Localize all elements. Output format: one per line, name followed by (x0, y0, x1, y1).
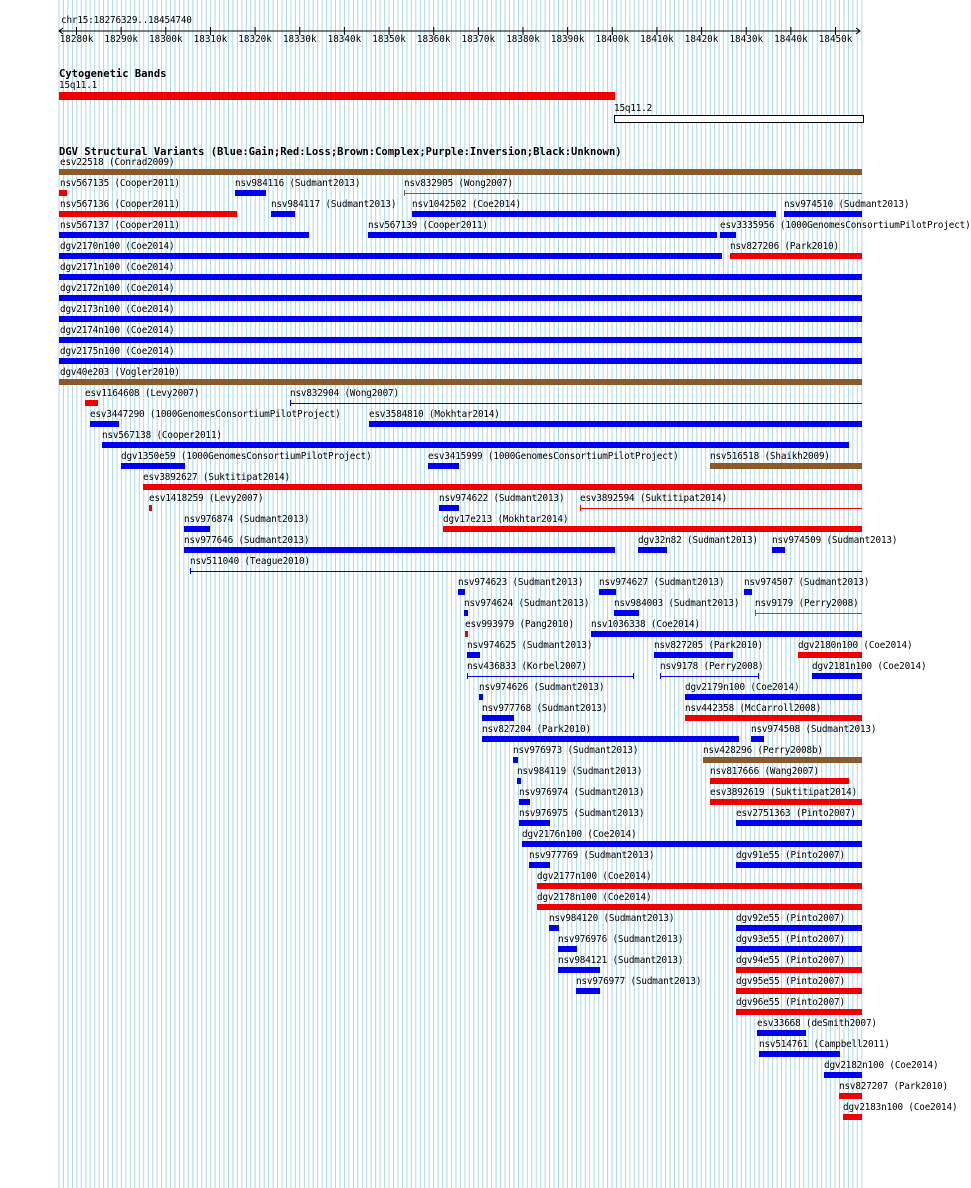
sv-feature-label: nsv567139 (Cooper2011) (368, 220, 488, 231)
sv-feature-label: dgv96e55 (Pinto2007) (736, 997, 845, 1008)
sv-feature-label: nsv827205 (Park2010) (654, 640, 763, 651)
dgv-track-title: DGV Structural Variants (Blue:Gain;Red:Loss;Brown:Complex;Purple:Inversion;Black:Unknown) (59, 146, 622, 158)
sv-feature-label: nsv974626 (Sudmant2013) (479, 682, 605, 693)
sv-feature-label: esv3892594 (Suktitipat2014) (580, 493, 728, 504)
sv-feature-label: nsv984120 (Sudmant2013) (549, 913, 675, 924)
cytoband-bar[interactable] (59, 92, 615, 100)
sv-feature-bar[interactable] (184, 547, 615, 553)
ruler-tick-label: 18450k (818, 34, 853, 45)
sv-feature-label: esv1164608 (Levy2007) (85, 388, 200, 399)
sv-feature-label: dgv2179n100 (Coe2014) (685, 682, 800, 693)
sv-feature-bar[interactable] (85, 400, 98, 406)
sv-feature-bar[interactable] (522, 841, 862, 847)
sv-feature-bar[interactable] (685, 694, 862, 700)
sv-feature-bar[interactable] (558, 946, 577, 952)
sv-feature-bar[interactable] (464, 610, 468, 616)
sv-feature-label: nsv984119 (Sudmant2013) (517, 766, 643, 777)
sv-feature-label: dgv2174n100 (Coe2014) (60, 325, 175, 336)
sv-feature-bar[interactable] (369, 421, 862, 427)
sv-feature-bar[interactable] (59, 232, 309, 238)
sv-feature-label: nsv984117 (Sudmant2013) (271, 199, 397, 210)
sv-feature-label: dgv91e55 (Pinto2007) (736, 850, 845, 861)
sv-feature-label: dgv1350e59 (1000GenomesConsortiumPilotProject) (121, 451, 372, 462)
sv-feature-label: dgv94e55 (Pinto2007) (736, 955, 845, 966)
ruler-tick-label: 18350k (372, 34, 406, 45)
sv-feature-bar[interactable] (751, 736, 764, 742)
sv-feature-label: nsv436833 (Korbel2007) (467, 661, 587, 672)
sv-feature-label: nsv817666 (Wang2007) (710, 766, 819, 777)
sv-feature-label: nsv984003 (Sudmant2013) (614, 598, 740, 609)
sv-feature-label: dgv2175n100 (Coe2014) (60, 346, 175, 357)
sv-feature-label: nsv827204 (Park2010) (482, 724, 591, 735)
sv-feature-bar[interactable] (710, 463, 862, 469)
sv-feature-label: nsv1036338 (Coe2014) (591, 619, 700, 630)
sv-feature-bar[interactable] (59, 316, 862, 322)
sv-feature-bar[interactable] (59, 337, 862, 343)
sv-feature-label: nsv974624 (Sudmant2013) (464, 598, 590, 609)
sv-feature-bar[interactable] (839, 1093, 862, 1099)
sv-feature-bar[interactable] (798, 652, 862, 658)
sv-feature-bar[interactable] (537, 883, 862, 889)
sv-feature-label: nsv1042502 (Coe2014) (412, 199, 521, 210)
sv-feature-bar[interactable] (59, 358, 862, 364)
sv-feature-bar[interactable] (519, 799, 530, 805)
sv-feature-bar[interactable] (736, 946, 862, 952)
sv-feature-label: nsv974509 (Sudmant2013) (772, 535, 898, 546)
sv-feature-label: nsv974623 (Sudmant2013) (458, 577, 584, 588)
sv-feature-bar[interactable] (102, 442, 849, 448)
ruler-tick-label: 18280k (59, 34, 94, 45)
sv-feature-label: dgv95e55 (Pinto2007) (736, 976, 845, 987)
sv-feature-endcap (755, 610, 756, 616)
sv-feature-endcap (290, 400, 291, 406)
sv-feature-label: nsv976974 (Sudmant2013) (519, 787, 645, 798)
sv-feature-bar[interactable] (576, 988, 600, 994)
sv-feature-bar[interactable] (458, 589, 465, 595)
sv-feature-bar[interactable] (638, 547, 667, 553)
ruler-tick-label: 18340k (327, 34, 362, 45)
sv-feature-label: dgv2177n100 (Coe2014) (537, 871, 652, 882)
sv-feature-bar[interactable] (513, 757, 518, 763)
sv-feature-label: nsv9179 (Perry2008) (755, 598, 859, 609)
sv-feature-bar[interactable] (599, 589, 616, 595)
sv-feature-label: dgv32n82 (Sudmant2013) (638, 535, 758, 546)
ruler-tick-label: 18320k (238, 34, 272, 45)
sv-feature-label: dgv17e213 (Mokhtar2014) (443, 514, 569, 525)
sv-feature-endcap (758, 673, 759, 679)
ruler-tick-label: 18380k (506, 34, 540, 45)
sv-feature-bar[interactable] (479, 694, 483, 700)
sv-feature-label: nsv567138 (Cooper2011) (102, 430, 222, 441)
sv-feature-bar[interactable] (772, 547, 785, 553)
sv-feature-bar[interactable] (90, 421, 119, 427)
sv-feature-bar[interactable] (517, 778, 521, 784)
sv-feature-bar[interactable] (482, 715, 514, 721)
sv-feature-bar[interactable] (736, 967, 862, 973)
sv-feature-bar[interactable] (59, 379, 862, 385)
sv-feature-label: esv3335956 (1000GenomesConsortiumPilotProject) (720, 220, 971, 231)
sv-feature-bar[interactable] (271, 211, 295, 217)
sv-feature-endcap (633, 673, 634, 679)
sv-feature-bar[interactable] (59, 295, 862, 301)
sv-feature-bar[interactable] (59, 274, 862, 280)
ruler-tick-label: 18360k (416, 34, 451, 45)
sv-feature-bar[interactable] (720, 232, 736, 238)
sv-feature-endcap (190, 568, 191, 574)
sv-feature-label: nsv9178 (Perry2008) (660, 661, 764, 672)
sv-feature-label: dgv2176n100 (Coe2014) (522, 829, 637, 840)
sv-feature-label: nsv567136 (Cooper2011) (60, 199, 180, 210)
sv-feature-bar[interactable] (703, 757, 862, 763)
sv-feature-label: dgv2173n100 (Coe2014) (60, 304, 175, 315)
sv-feature-label: nsv974625 (Sudmant2013) (467, 640, 593, 651)
sv-feature-bar[interactable] (537, 904, 862, 910)
cytoband-bar[interactable] (614, 115, 864, 123)
sv-feature-bar[interactable] (759, 1051, 840, 1057)
sv-feature-label: dgv92e55 (Pinto2007) (736, 913, 845, 924)
cytoband-label: 15q11.1 (59, 80, 98, 91)
sv-feature-bar[interactable] (519, 820, 550, 826)
sv-feature-bar[interactable] (736, 820, 862, 826)
sv-feature-label: nsv977646 (Sudmant2013) (184, 535, 310, 546)
ruler-tick-label: 18390k (550, 34, 585, 45)
sv-feature-label: nsv974622 (Sudmant2013) (439, 493, 565, 504)
sv-feature-bar[interactable] (730, 253, 862, 259)
sv-feature-bar[interactable] (744, 589, 752, 595)
sv-feature-bar[interactable] (439, 505, 459, 511)
sv-feature-label: dgv2180n100 (Coe2014) (798, 640, 913, 651)
sv-feature-label: nsv442358 (McCarroll2008) (685, 703, 822, 714)
sv-feature-bar[interactable] (843, 1114, 862, 1120)
location-label: chr15:18276329..18454740 (61, 15, 192, 26)
sv-feature-label: nsv514761 (Campbell2011) (759, 1039, 890, 1050)
cytoband-label: 15q11.2 (614, 103, 653, 114)
ruler-tick-label: 18400k (595, 34, 630, 45)
sv-feature-label: nsv977768 (Sudmant2013) (482, 703, 608, 714)
sv-feature-bar[interactable] (784, 211, 862, 217)
sv-feature-label: esv22518 (Conrad2009) (60, 157, 175, 168)
sv-feature-label: esv2751363 (Pinto2007) (736, 808, 856, 819)
sv-feature-bar[interactable] (443, 526, 862, 532)
sv-feature-label: nsv976976 (Sudmant2013) (558, 934, 684, 945)
sv-feature-label: nsv984121 (Sudmant2013) (558, 955, 684, 966)
sv-feature-bar[interactable] (465, 631, 468, 637)
sv-feature-bar[interactable] (428, 463, 459, 469)
sv-feature-endcap (404, 190, 405, 196)
sv-feature-label: dgv2172n100 (Coe2014) (60, 283, 175, 294)
sv-feature-bar[interactable] (654, 652, 733, 658)
sv-feature-label: nsv511040 (Teague2010) (190, 556, 310, 567)
ruler-tick-label: 18310k (193, 34, 228, 45)
sv-feature-bar[interactable] (467, 652, 480, 658)
sv-feature-bar[interactable] (757, 1030, 806, 1036)
ruler-tick-label: 18290k (104, 34, 138, 45)
sv-feature-label: nsv827207 (Park2010) (839, 1081, 948, 1092)
ruler-tick-label: 18440k (774, 34, 808, 45)
sv-feature-bar[interactable] (290, 403, 862, 404)
ruler-tick-label: 18410k (640, 34, 674, 45)
sv-feature-bar[interactable] (736, 988, 862, 994)
ruler-tick-label: 18300k (149, 34, 183, 45)
sv-feature-label: dgv40e203 (Vogler2010) (60, 367, 180, 378)
sv-feature-label: esv3447290 (1000GenomesConsortiumPilotProject) (90, 409, 341, 420)
sv-feature-bar[interactable] (685, 715, 862, 721)
sv-feature-bar[interactable] (812, 673, 862, 679)
sv-feature-label: nsv827206 (Park2010) (730, 241, 839, 252)
sv-feature-label: nsv974627 (Sudmant2013) (599, 577, 725, 588)
sv-feature-bar[interactable] (710, 799, 862, 805)
sv-feature-label: esv1418259 (Levy2007) (149, 493, 264, 504)
sv-feature-label: esv3584810 (Mokhtar2014) (369, 409, 500, 420)
sv-feature-bar[interactable] (755, 613, 862, 614)
sv-feature-label: nsv974507 (Sudmant2013) (744, 577, 870, 588)
ruler-tick-label: 18420k (684, 34, 719, 45)
ruler-tick-label: 18430k (729, 34, 764, 45)
sv-feature-label: nsv976973 (Sudmant2013) (513, 745, 639, 756)
sv-feature-bar[interactable] (143, 484, 862, 490)
sv-feature-label: nsv567135 (Cooper2011) (60, 178, 180, 189)
sv-feature-label: nsv984116 (Sudmant2013) (235, 178, 361, 189)
sv-feature-bar[interactable] (614, 610, 639, 616)
sv-feature-label: dgv93e55 (Pinto2007) (736, 934, 845, 945)
sv-feature-label: esv3415999 (1000GenomesConsortiumPilotProject) (428, 451, 679, 462)
sv-feature-label: nsv976874 (Sudmant2013) (184, 514, 310, 525)
sv-feature-label: esv993979 (Pang2010) (465, 619, 574, 630)
sv-feature-label: esv33668 (deSmith2007) (757, 1018, 877, 1029)
sv-feature-label: nsv976977 (Sudmant2013) (576, 976, 702, 987)
sv-feature-bar[interactable] (529, 862, 550, 868)
sv-feature-bar[interactable] (184, 526, 210, 532)
sv-feature-bar[interactable] (591, 631, 862, 637)
sv-feature-endcap (660, 673, 661, 679)
sv-feature-endcap (467, 673, 468, 679)
sv-feature-bar[interactable] (736, 925, 862, 931)
ruler-tick-label: 18370k (461, 34, 496, 45)
sv-feature-label: dgv2171n100 (Coe2014) (60, 262, 175, 273)
sv-feature-bar[interactable] (736, 862, 862, 868)
sv-feature-bar[interactable] (549, 925, 559, 931)
sv-feature-bar[interactable] (59, 190, 67, 196)
sv-feature-label: esv3892619 (Suktitipat2014) (710, 787, 858, 798)
sv-feature-bar[interactable] (412, 211, 776, 217)
sv-feature-label: nsv976975 (Sudmant2013) (519, 808, 645, 819)
sv-feature-bar[interactable] (404, 193, 862, 194)
sv-feature-bar[interactable] (467, 676, 634, 677)
sv-feature-bar[interactable] (710, 778, 849, 784)
sv-feature-label: nsv977769 (Sudmant2013) (529, 850, 655, 861)
sv-feature-bar[interactable] (149, 505, 152, 511)
sv-feature-bar[interactable] (660, 676, 759, 677)
sv-feature-bar[interactable] (482, 736, 739, 742)
sv-feature-bar[interactable] (558, 967, 600, 973)
sv-feature-bar[interactable] (121, 463, 185, 469)
sv-feature-endcap (580, 505, 581, 511)
sv-feature-bar[interactable] (368, 232, 717, 238)
sv-feature-label: nsv974508 (Sudmant2013) (751, 724, 877, 735)
sv-feature-label: dgv2178n100 (Coe2014) (537, 892, 652, 903)
sv-feature-label: nsv516518 (Shaikh2009) (710, 451, 830, 462)
sv-feature-bar[interactable] (190, 571, 862, 572)
sv-feature-bar[interactable] (824, 1072, 862, 1078)
sv-feature-label: dgv2182n100 (Coe2014) (824, 1060, 939, 1071)
sv-feature-label: nsv428296 (Perry2008b) (703, 745, 823, 756)
sv-feature-label: dgv2183n100 (Coe2014) (843, 1102, 958, 1113)
sv-feature-bar[interactable] (59, 253, 722, 259)
sv-feature-label: nsv832905 (Wong2007) (404, 178, 513, 189)
sv-feature-bar[interactable] (580, 508, 862, 509)
sv-feature-label: dgv2181n100 (Coe2014) (812, 661, 927, 672)
ruler-tick-label: 18330k (282, 34, 317, 45)
sv-feature-bar[interactable] (59, 211, 237, 217)
sv-feature-label: nsv567137 (Cooper2011) (60, 220, 180, 231)
sv-feature-label: nsv974510 (Sudmant2013) (784, 199, 910, 210)
sv-feature-label: esv3892627 (Suktitipat2014) (143, 472, 291, 483)
sv-feature-bar[interactable] (736, 1009, 862, 1015)
sv-feature-bar[interactable] (59, 169, 862, 175)
sv-feature-label: nsv832904 (Wong2007) (290, 388, 399, 399)
sv-feature-bar[interactable] (235, 190, 266, 196)
sv-feature-label: dgv2170n100 (Coe2014) (60, 241, 175, 252)
cytoband-track-title: Cytogenetic Bands (59, 68, 167, 80)
